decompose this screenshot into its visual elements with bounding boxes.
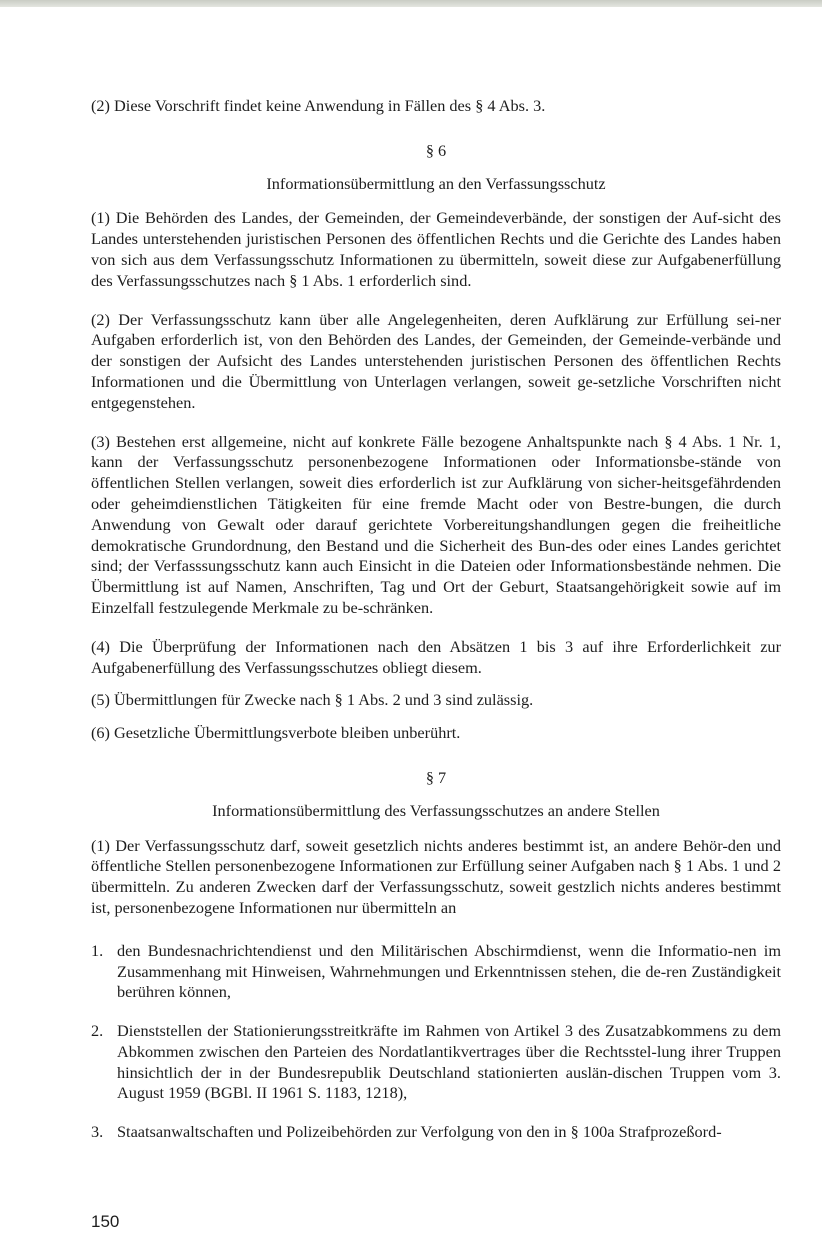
section-7-list	[91, 941, 781, 1143]
section-6-title: Informationsübermittlung an den Verfassungsschutz	[266, 173, 606, 193]
document-body	[91, 96, 781, 1161]
list-item	[91, 1122, 781, 1143]
list-item-text: Dienststellen der Stationierungsstreitkräfte im Rahmen von Artikel 3 des Zusatzabkommens zu dem Abkommen zwischen den Parteien des Nordatlantikvertrages über die Rechtsstel-lung ihrer Truppen hinsichtlich der in der Bundesrepublik Deutschland stationierten auslän-dischen Truppen vom 3. August 1959 (BGBl. II 1961 S. 1183, 1218),	[117, 1021, 781, 1103]
section-6-paragraph-3: (3) Bestehen erst allgemeine, nicht auf konkrete Fälle bezogene Anhaltspunkte nach § 4 Abs. 1 Nr. 1, kann der Verfassungsschutz personenbezogene Informationen oder Informationsbe-stände von öffentlichen Stellen verlangen, soweit dies erforderlich ist zur Aufklärung von sicher-heitsgefährdenden oder geheimdienstlichen Tätigkeiten für eine fremde Macht oder von Bestre-bungen, die durch Anwendung von Gewalt oder darauf gerichtete Vorbereitungshandlungen gegen die freiheitliche demokratische Grundordnung, den Bestand und die Sicherheit des Bun-des oder eines Landes gerichtet sind; der Verfasssungsschutz kann auch Einsicht in die Dateien oder Informationsbestände nehmen. Die Übermittlung ist auf Namen, Anschriften, Tag und Ort der Geburt, Staatsangehörigkeit sowie auf im Einzelfall festzulegende Merkmale zu be-schränken.	[91, 431, 781, 617]
section-6-paragraph-2: (2) Der Verfassungsschutz kann über alle Angelegenheiten, deren Aufklärung zur Erfüllung sei-ner Aufgaben erforderlich ist, von den Behörden des Landes, der Gemeinden, der Gemeinde-verbände und der sonstigen der Aufsicht des Landes unterstehenden juristischen Personen des öffentlichen Rechts Informationen und die Übermittlung von Unterlagen verlangen, soweit ge-setzliche Vorschriften nicht entgegenstehen.	[91, 309, 781, 412]
section-6-paragraph-4: (4) Die Überprüfung der Informationen nach den Absätzen 1 bis 3 auf ihre Erforderlichkeit zur Aufgabenerfüllung des Verfassungsschutzes obliegt diesem.	[91, 636, 781, 677]
list-item-number: 3.	[91, 1122, 104, 1142]
page-number: 150	[91, 1212, 120, 1231]
section-7-title: Informationsübermittlung des Verfassungsschutzes an andere Stellen	[212, 800, 660, 820]
list-item-number: 1.	[91, 940, 104, 960]
section-7-paragraph-1: (1) Der Verfassungsschutz darf, soweit gesetzlich nichts anderes bestimmt ist, an andere Behör-den und öffentliche Stellen personenbezogene Informationen zur Erfüllung seiner Aufgaben nach § 1 Abs. 1 und 2 übermitteln. Zu anderen Zwecken darf der Verfassungsschutz, soweit gestzlich nichts anderes bestimmt ist, personenbezogene Informationen nur übermitteln an	[91, 835, 781, 917]
section-6-paragraph-5: (5) Übermittlungen für Zwecke nach § 1 Abs. 2 und 3 sind zulässig.	[91, 690, 534, 710]
intro-paragraph: (2) Diese Vorschrift findet keine Anwendung in Fällen des § 4 Abs. 3.	[91, 96, 546, 115]
section-6-paragraph-1: (1) Die Behörden des Landes, der Gemeinden, der Gemeindeverbände, der sonstigen der Auf-sicht des Landes unterstehenden juristischen Personen des öffentlichen Rechts und die Gerichte des Landes haben von sich aus dem Verfassungsschutz Informationen zu übermitteln, soweit diese zur Aufgabenerfüllung des Verfassungsschutzes nach § 1 Abs. 1 erforderlich sind.	[91, 208, 781, 290]
section-7-number: § 7	[425, 767, 447, 787]
list-item	[91, 941, 781, 1003]
section-6-number: § 6	[425, 140, 447, 160]
list-item	[91, 1021, 781, 1104]
list-item-text: den Bundesnachrichtendienst und den Militärischen Abschirmdienst, wenn die Informatio-nen im Zusammenhang mit Hinweisen, Wahrnehmungen und Erkenntnissen stehen, die de-ren Zuständigkeit berühren können,	[117, 940, 781, 1002]
scan-edge	[0, 0, 822, 7]
list-item-text: Staatsanwaltschaften und Polizeibehörden zur Verfolgung von den in § 100a Strafprozeßord-	[117, 1122, 722, 1142]
section-6-paragraph-6: (6) Gesetzliche Übermittlungsverbote bleiben unberührt.	[91, 723, 461, 743]
list-item-number: 2.	[91, 1021, 104, 1041]
